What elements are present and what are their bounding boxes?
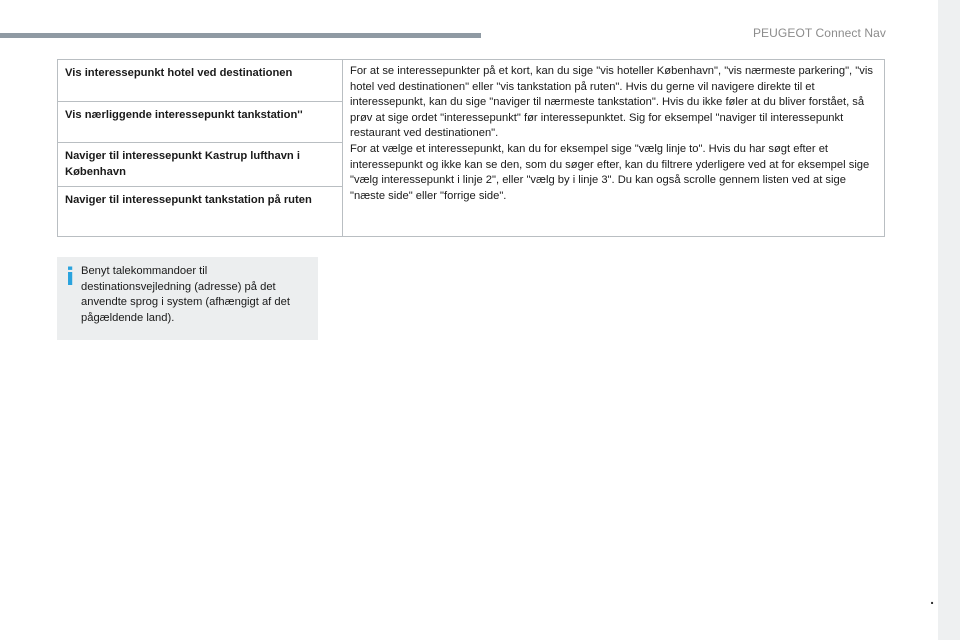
- command-cell: Naviger til interessepunkt tankstation på ruten: [58, 187, 343, 237]
- command-cell: Vis nærliggende interessepunkt tankstation'': [58, 102, 343, 143]
- info-note: [57, 257, 318, 340]
- command-cell: Naviger til interessepunkt Kastrup lufthavn i København: [58, 143, 343, 187]
- info-icon: i: [66, 263, 75, 291]
- voice-command-table: [57, 59, 885, 237]
- description-cell: [343, 60, 885, 237]
- command-cell: Vis interessepunkt hotel ved destinationen: [58, 60, 343, 102]
- header-rule: [0, 33, 481, 38]
- side-strip: [938, 0, 960, 640]
- table-row: [58, 60, 885, 102]
- page-header-title: PEUGEOT Connect Nav: [752, 26, 886, 40]
- description-paragraph: For at se interessepunkter på et kort, kan du sige "vis hoteller København", "vis nærmeste parkering", "vis hotel ved destinationen" eller "vis tankstation på ruten". Hvis du gerne vil navigere direkte til et interessepunkt, kan du sige "naviger til nærmeste tankstation". Hvis du ikke føler at du bliver forstået, så prøv at sige ordet "interessepunkt" før interessepunktet. Sig for eksempel "naviger til interessepunkt restaurant ved destinationen".: [350, 65, 873, 140]
- page-marker: .: [930, 591, 934, 607]
- description-paragraph: For at vælge et interessepunkt, kan du for eksempel sige "vælg linje to". Hvis du har søgt efter et interessepunkt og ikke kan se den, som du søger efter, kan du filtrere yderligere ved at for eksempel sige "vælg interessepunkt i linje 2", eller "vælg by i linje 3". Du kan også scrolle gennem listen ved at sige "næste side" eller "forrige side".: [350, 142, 870, 202]
- info-text: Benyt talekommandoer til destinationsvejledning (adresse) på det anvendte sprog i system (afhængigt af det pågældende land).: [81, 265, 290, 324]
